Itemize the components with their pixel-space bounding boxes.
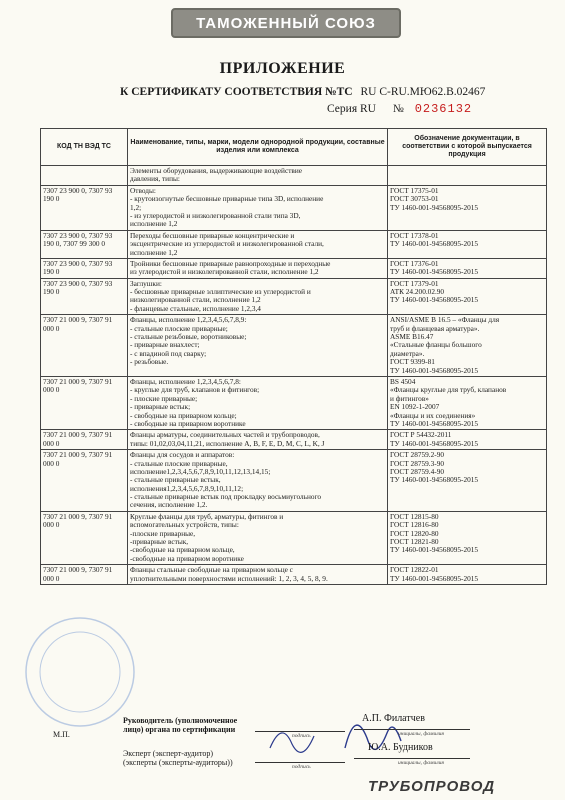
document-title: ПРИЛОЖЕНИЕ — [219, 60, 346, 77]
product-name-cell — [128, 166, 388, 186]
cell-line: из углеродистой и низколегированной стали, исполнение 1,2 — [130, 268, 319, 277]
cell-line: 000 0 — [43, 324, 60, 333]
seal-place-label: М.П. — [53, 730, 70, 739]
expert-name-line — [354, 758, 470, 759]
cell-line: BS 4504 — [390, 377, 416, 386]
cell-line: уплотнительными поверхностями исполнений: 1, 2, 3, 4, 5, 8, 9. — [130, 574, 328, 583]
cell-line: и фитингов» — [390, 394, 429, 403]
blank-number: 0236132 — [414, 102, 473, 116]
cell-line: Фланцы, исполнение 1,2,3,4,5,6,7,8,9: — [130, 316, 247, 325]
cell-line: - стальные приварные встык, — [130, 476, 221, 485]
header-documentation: Обозначение документации, в соответствии с которой выпускается продукция — [388, 129, 547, 166]
series-label: Серия RU — [327, 103, 376, 115]
cell-line: ГОСТ 30753-01 — [390, 195, 439, 204]
hs-code-cell — [41, 430, 128, 450]
cell-line: - приварные внахлест; — [130, 341, 200, 350]
cell-line: 190 0 — [43, 288, 60, 297]
cell-line: ANSI/ASME B 16.5 – «Фланцы для — [390, 316, 500, 325]
table-header-row — [41, 129, 547, 166]
cell-line: - резьбовые. — [130, 358, 169, 367]
cell-line: исполнение 1,2 — [130, 248, 178, 257]
cell-line: сечения, исполнение 1,2. — [130, 501, 208, 510]
expert-title-line1: Эксперт (эксперт-аудитор) — [123, 749, 214, 758]
cell-line: ГОСТ 17375-01 — [390, 186, 439, 195]
cell-line: Фланцы арматуры, соединительных частей и трубопроводов, — [130, 431, 320, 440]
cell-line: ГОСТ 17376-01 — [390, 259, 439, 268]
cell-line: -свободные на приварном воротнике — [130, 554, 244, 563]
head-name-line — [354, 729, 470, 730]
cell-line: ГОСТ 28759.4-90 — [390, 467, 444, 476]
cell-line: АТК 24.200.02.90 — [390, 288, 445, 297]
customs-union-text: ТАМОЖЕННЫЙ СОЮЗ — [196, 14, 376, 32]
expert-signature-caption: подпись — [292, 764, 311, 770]
cell-line: эксцентрические из углеродистой и низколегированной стали, — [130, 240, 324, 249]
cell-line: - из углеродистой и низколегированной стали типа 3D, — [130, 211, 301, 220]
cell-line: - круглые для труб, клапанов и фитингов; — [130, 386, 260, 395]
table-row — [41, 230, 547, 258]
cell-line: ТУ 1460-001-94568095-2015 — [390, 366, 479, 375]
cell-line: исполнение1,2,3,4,5,6,7,8,9,10,11,12,13,14,15; — [130, 467, 271, 476]
product-name-cell — [128, 185, 388, 230]
table-row — [41, 430, 547, 450]
hs-code-cell — [41, 376, 128, 429]
cell-line: 7307 21 000 9, 7307 91 — [43, 316, 113, 325]
product-name-cell — [128, 278, 388, 315]
cell-line: ГОСТ 12815-80 — [390, 512, 439, 521]
cell-line: «Фланцы круглые для труб, клапанов — [390, 386, 507, 395]
table-row — [41, 376, 547, 429]
table-row — [41, 185, 547, 230]
cell-line: исполнения1,2,3,4,5,6,7,8,9,10,11,12; — [130, 484, 244, 493]
cell-line: EN 1092-1-2007 — [390, 403, 440, 412]
cell-line: 7307 23 900 0, 7307 93 — [43, 259, 113, 268]
head-signature-line — [255, 731, 345, 732]
cell-line: «Фланцы и их соединения» — [390, 411, 476, 420]
cell-line: 190 0 — [43, 268, 60, 277]
documentation-cell — [388, 565, 547, 585]
cell-line: 000 0 — [43, 459, 60, 468]
cell-line: - стальные резьбовые, воротниковые; — [130, 333, 247, 342]
cell-line: 7307 21 000 9, 7307 91 — [43, 451, 113, 460]
head-name-caption: инициалы, фамилия — [398, 731, 444, 737]
cell-line: давления, типы: — [130, 175, 180, 184]
product-name-cell — [128, 565, 388, 585]
cell-line: 000 0 — [43, 386, 60, 395]
hs-code-cell — [41, 315, 128, 377]
hs-code-cell — [41, 278, 128, 315]
cell-line: ТУ 1460-001-94568095-2015 — [390, 296, 479, 305]
hs-code-cell — [41, 185, 128, 230]
cell-line: ГОСТ 17378-01 — [390, 231, 439, 240]
cell-line: - стальные плоские приварные, — [130, 459, 228, 468]
watermark-logo: ТРУБОПРОВОД — [368, 778, 496, 795]
product-name-cell — [128, 315, 388, 377]
documentation-cell — [388, 315, 547, 377]
cell-line: ТУ 1460-001-94568095-2015 — [390, 574, 479, 583]
hs-code-cell — [41, 230, 128, 258]
head-title-line1: Руководитель (уполномоченное — [123, 716, 238, 725]
cell-line: 7307 21 000 9, 7307 91 — [43, 377, 113, 386]
cell-line: Фланцы стальные свободные на приварном кольце с — [130, 566, 293, 575]
cell-line: ГОСТ 12820-80 — [390, 529, 439, 538]
cell-line: - крутоизогнутые бесшовные приварные типа 3D, исполнение — [130, 195, 324, 204]
expert-name-caption: инициалы, фамилия — [398, 760, 444, 766]
cell-line: ГОСТ Р 54432-2011 — [390, 431, 452, 440]
cell-line: 000 0 — [43, 439, 60, 448]
cell-line: - с впадиной под сварку; — [130, 349, 207, 358]
cell-line: Фланцы, исполнение 1,2,3,4,5,6,7,8: — [130, 377, 241, 386]
cell-line: ТУ 1460-001-94568095-2015 — [390, 268, 479, 277]
cell-line: ТУ 1460-001-94568095-2015 — [390, 546, 479, 555]
cell-line: типы: 01,02,03,04,11,21, исполнение A, B, F, E, D, M, C, L, K, J — [130, 439, 325, 448]
table-row — [41, 258, 547, 278]
expert-title-line2: (эксперты (эксперты-аудиторы)) — [123, 758, 233, 767]
header-hs-code: КОД ТН ВЭД ТС — [41, 129, 128, 166]
cell-line: - свободные на приварном воротнике — [130, 419, 246, 428]
table-row — [41, 278, 547, 315]
product-name-cell — [128, 230, 388, 258]
hs-code-cell — [41, 565, 128, 585]
cell-line: ТУ 1460-001-94568095-2015 — [390, 419, 479, 428]
cell-line: низколегированной стали, исполнение 1,2 — [130, 296, 261, 305]
documentation-cell — [388, 376, 547, 429]
documentation-cell — [388, 450, 547, 512]
product-name-cell — [128, 430, 388, 450]
cell-line: ТУ 1460-001-94568095-2015 — [390, 240, 479, 249]
cell-line: 1,2; — [130, 203, 142, 212]
cell-line: 190 0, 7307 99 300 0 — [43, 240, 106, 249]
cell-line: 7307 21 000 9, 7307 91 — [43, 431, 113, 440]
documentation-cell — [388, 511, 547, 564]
documentation-cell — [388, 258, 547, 278]
cell-line: «Стальные фланцы большого — [390, 341, 482, 350]
expert-signature-line — [255, 762, 345, 763]
header-product-name: Наименование, типы, марки, модели однородной продукции, составные изделия или комплекса — [128, 129, 388, 166]
cell-line: -свободные на приварном кольце, — [130, 546, 235, 555]
expert-name: Ю.А. Будников — [368, 742, 433, 753]
products-table — [40, 128, 547, 585]
product-name-cell — [128, 511, 388, 564]
cell-line: ГОСТ 12821-80 — [390, 538, 439, 547]
cell-line: - приварные встык; — [130, 403, 191, 412]
cell-line: Отводы: — [130, 186, 156, 195]
cell-line: Тройники бесшовные приварные равнопроходные и переходные — [130, 259, 331, 268]
cell-line: вспомогательных устройств, типы: — [130, 521, 239, 530]
head-signature-caption: подпись — [292, 733, 311, 739]
number-label: № — [392, 103, 404, 115]
certificate-line — [120, 86, 485, 98]
cell-line: 190 0 — [43, 195, 60, 204]
hs-code-cell — [41, 166, 128, 186]
table-row — [41, 315, 547, 377]
cell-line: 7307 21 000 9, 7307 91 — [43, 566, 113, 575]
cell-line: ГОСТ 9399-81 — [390, 358, 435, 367]
product-name-cell — [128, 450, 388, 512]
documentation-cell — [388, 185, 547, 230]
cell-line: 7307 21 000 9, 7307 91 — [43, 512, 113, 521]
cell-line: ГОСТ 17379-01 — [390, 279, 439, 288]
table-row — [41, 166, 547, 186]
cell-line: - свободные на приварном кольце; — [130, 411, 237, 420]
cell-line: Заглушки: — [130, 279, 162, 288]
table-row — [41, 450, 547, 512]
cell-line: диаметра». — [390, 349, 425, 358]
cell-line: 7307 23 900 0, 7307 93 — [43, 279, 113, 288]
cell-line: 7307 23 900 0, 7307 93 — [43, 231, 113, 240]
cell-line: Фланцы для сосудов и аппаратов: — [130, 451, 235, 460]
cell-line: труб и фланцевая арматура». — [390, 324, 480, 333]
hs-code-cell — [41, 258, 128, 278]
documentation-cell — [388, 230, 547, 258]
hs-code-cell — [41, 511, 128, 564]
hs-code-cell — [41, 450, 128, 512]
cell-line: ГОСТ 12816-80 — [390, 521, 439, 530]
cell-line: 7307 23 900 0, 7307 93 — [43, 186, 113, 195]
cell-line: 000 0 — [43, 574, 60, 583]
table-row — [41, 565, 547, 585]
customs-union-banner — [171, 8, 401, 38]
cell-line: ГОСТ 12822-01 — [390, 566, 439, 575]
cell-line: ASME B16.47 — [390, 333, 434, 342]
cell-line: Круглые фланцы для труб, арматуры, фитингов и — [130, 512, 284, 521]
series-line — [327, 102, 472, 116]
certificate-label: К СЕРТИФИКАТУ СООТВЕТСТВИЯ №ТС — [120, 86, 353, 98]
cell-line: - плоские приварные; — [130, 394, 198, 403]
documentation-cell — [388, 278, 547, 315]
head-title-line2: лицо) органа по сертификации — [123, 725, 236, 734]
cell-line: - стальные плоские приварные; — [130, 324, 228, 333]
cell-line: ГОСТ 28759.3-90 — [390, 459, 444, 468]
cell-line: Переходы бесшовные приварные концентрические и — [130, 231, 295, 240]
cell-line: -приварные встык, — [130, 538, 189, 547]
head-name: А.П. Филатчев — [362, 713, 425, 724]
cell-line: - стальные приварные встык под прокладку восьмиугольного — [130, 493, 322, 502]
cell-line: - фланцевые стальные, исполнение 1,2,3,4 — [130, 304, 261, 313]
cell-line: - бесшовные приварные эллиптические из углеродистой и — [130, 288, 311, 297]
documentation-cell — [388, 430, 547, 450]
product-name-cell — [128, 376, 388, 429]
cell-line: ТУ 1460-001-94568095-2015 — [390, 476, 479, 485]
cell-line: исполнение 1,2 — [130, 220, 178, 229]
product-name-cell — [128, 258, 388, 278]
table-row — [41, 511, 547, 564]
documentation-cell — [388, 166, 547, 186]
cell-line: ТУ 1460-001-94568095-2015 — [390, 439, 479, 448]
cell-line: 000 0 — [43, 521, 60, 530]
table-body — [41, 166, 547, 585]
cell-line: ТУ 1460-001-94568095-2015 — [390, 203, 479, 212]
certificate-number: RU C-RU.MЮ62.B.02467 — [360, 86, 486, 98]
cell-line: Элементы оборудования, выдерживающие воздействие — [130, 167, 302, 175]
cell-line: -плоские приварные, — [130, 529, 196, 538]
cell-line: ГОСТ 28759.2-90 — [390, 451, 444, 460]
